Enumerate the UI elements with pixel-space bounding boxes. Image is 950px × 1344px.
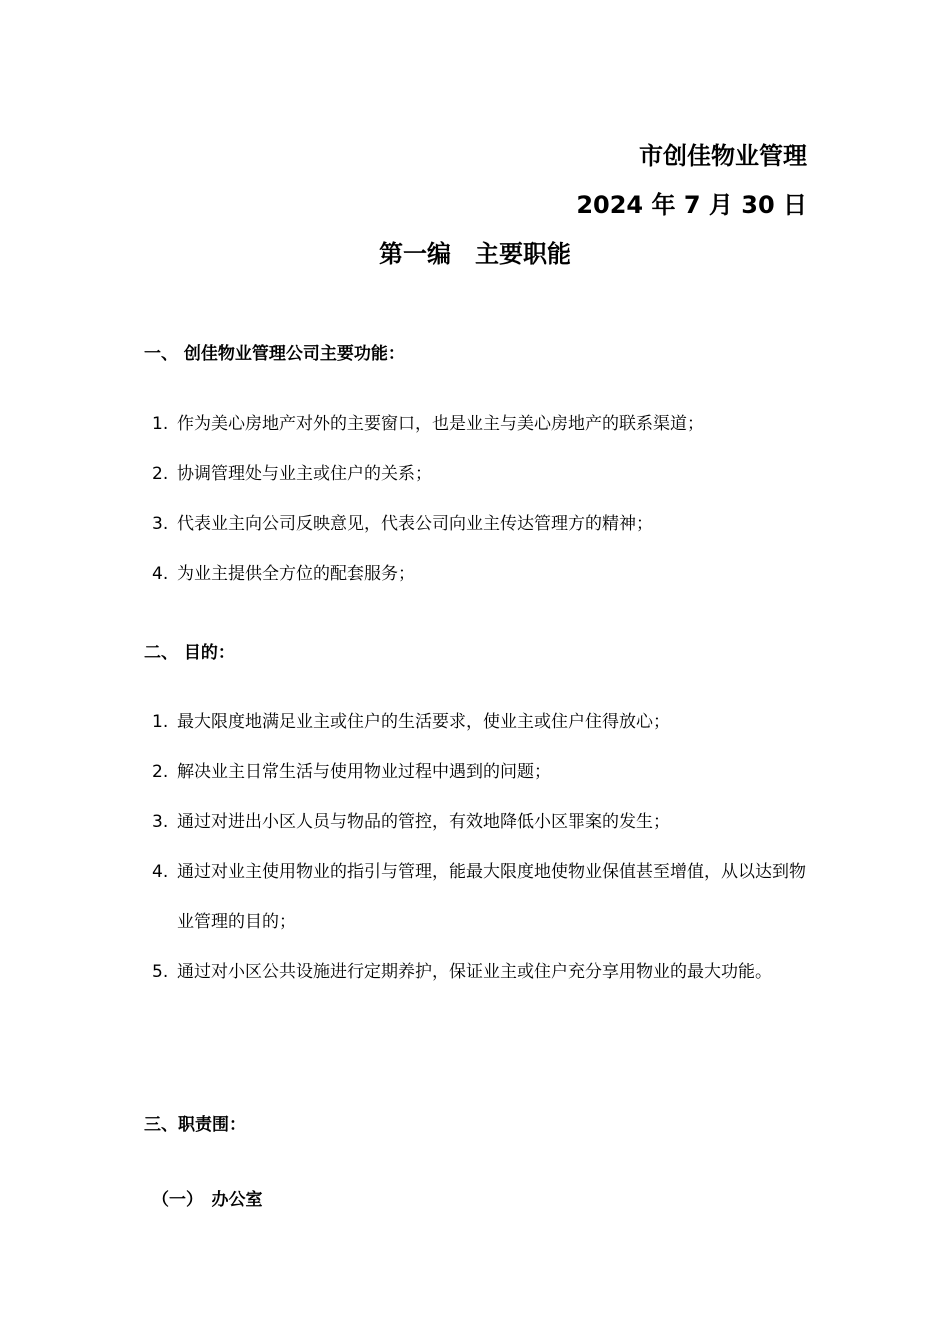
list-item-number: 2. xyxy=(152,762,169,782)
list-item-number: 1. xyxy=(152,414,169,434)
list-item-text: 通过对业主使用物业的指引与管理，能最大限度地使物业保值甚至增值，从以达到物业管理的目的； xyxy=(177,862,806,932)
chapter-title: 第一编 主要职能 xyxy=(379,240,571,268)
list-item-number: 1. xyxy=(152,712,169,732)
list-item-text: 代表业主向公司反映意见，代表公司向业主传达管理方的精神； xyxy=(177,514,653,534)
list-item xyxy=(152,747,812,797)
section-heading-purpose: 二、 目的： xyxy=(144,643,235,663)
section-heading-responsibilities: 三、职责围： xyxy=(144,1115,246,1135)
list-item-text: 协调管理处与业主或住户的关系； xyxy=(177,464,432,484)
list-item xyxy=(152,947,812,997)
list-item xyxy=(152,797,812,847)
list-item xyxy=(152,847,812,947)
list-item xyxy=(152,449,812,499)
list-item-text: 通过对进出小区人员与物品的管控，有效地降低小区罪案的发生； xyxy=(177,812,670,832)
list-item-number: 4. xyxy=(152,564,169,584)
document-date: 2024 年 7 月 30 日 xyxy=(576,191,807,219)
list-item-text: 作为美心房地产对外的主要窗口，也是业主与美心房地产的联系渠道； xyxy=(177,414,704,434)
list-item xyxy=(152,399,812,449)
list-item xyxy=(152,499,812,549)
subsection-heading-office: （一） 办公室 xyxy=(152,1190,263,1210)
list-item-text: 最大限度地满足业主或住户的生活要求，使业主或住户住得放心； xyxy=(177,712,670,732)
list-item xyxy=(152,549,812,599)
company-name: 市创佳物业管理 xyxy=(639,142,807,170)
list-item-number: 3. xyxy=(152,812,169,832)
list-item-number: 2. xyxy=(152,464,169,484)
list-item-number: 3. xyxy=(152,514,169,534)
list-item-number: 4. xyxy=(152,862,169,882)
list-item-text: 通过对小区公共设施进行定期养护，保证业主或住户充分享用物业的最大功能。 xyxy=(177,962,772,982)
list-item-text: 解决业主日常生活与使用物业过程中遇到的问题； xyxy=(177,762,551,782)
list-item-text: 为业主提供全方位的配套服务； xyxy=(177,564,415,584)
section-heading-functions: 一、 创佳物业管理公司主要功能： xyxy=(144,344,405,364)
list-item xyxy=(152,697,812,747)
list-item-number: 5. xyxy=(152,962,169,982)
